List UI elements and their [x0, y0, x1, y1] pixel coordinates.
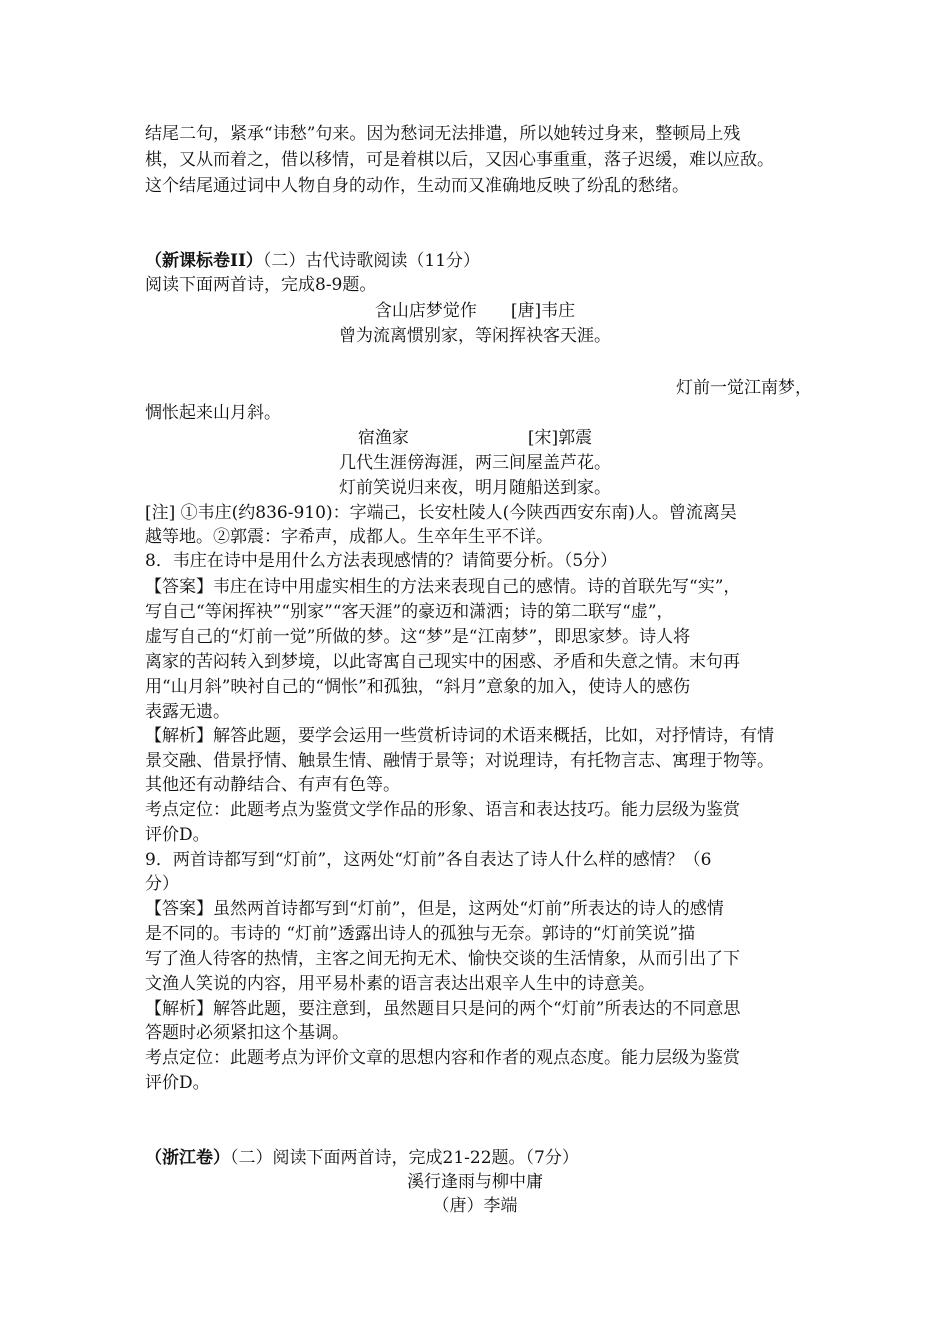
q9-answer-line: 是不同的。韦诗的 “灯前”透露出诗人的孤独与无奈。郭诗的“灯前笑说”描: [145, 924, 696, 944]
q9-point-line: 评价D。: [145, 1073, 210, 1093]
q9-analysis-line: 【解析】解答此题，要注意到，虽然题目只是问的两个“灯前”所表达的不同意思: [145, 999, 741, 1019]
q8-answer-line: 离家的苦闷转入到梦境，以此寄寓自己现实中的困惑、矛盾和失意之情。末句再: [145, 652, 740, 672]
q8-analysis-line: 其他还有动静结合、有声有色等。: [145, 775, 400, 795]
intro-line: 棋，又从而着之，借以移情，可是着棋以后，又因心事重重，落子迟缓，难以应敌。: [145, 150, 774, 170]
question-9: 9．两首诗都写到“灯前”，这两处“灯前”各自表达了诗人什么样的感情？（6: [145, 850, 712, 870]
poem1-line: 曾为流离惯别家，等闲挥袂客天涯。: [339, 326, 611, 346]
intro-line: 结尾二句，紧承“讳愁”句来。因为愁词无法排遣，所以她转过身来，整顿局上残: [145, 124, 741, 144]
section-ii-heading: （二）古代诗歌阅读（11分）: [262, 251, 481, 271]
section-ii-tag: （新课标卷II）: [145, 251, 263, 271]
section-ii-header: [145, 249, 480, 273]
question-9: 分）: [145, 874, 179, 894]
poem1-title: 含山店梦觉作 [唐]韦庄: [374, 301, 576, 321]
q8-point-line: 考点定位：此题考点为鉴赏文学作品的形象、语言和表达技巧。能力层级为鉴赏: [145, 800, 740, 820]
poem1-line: 灯前一觉江南梦，: [676, 378, 812, 398]
q9-answer-line: 写了渔人待客的热情，主客之间无拘无术、愉快交谈的生活情象，从而引出了下: [145, 949, 740, 969]
poem2-line: 几代生涯傍海涯，两三间屋盖芦花。: [339, 453, 611, 473]
section-zj-tag: （浙江卷）: [145, 1148, 230, 1168]
poem2-title: 宿渔家 [宋]郭震: [357, 428, 593, 448]
q8-answer-line: 【答案】韦庄在诗中用虚实相生的方法来表现自己的感情。诗的首联先写“实”，: [145, 577, 741, 597]
section-zj-header: [145, 1146, 579, 1170]
q8-answer-line: 虚写自己的“灯前一觉”所做的梦。这“梦”是“江南梦”，即思家梦。诗人将: [145, 627, 691, 647]
zj-poem-title: 溪行逢雨与柳中庸: [407, 1172, 543, 1192]
section-ii-instruction: 阅读下面两首诗，完成8-9题。: [145, 275, 377, 295]
q8-point-line: 评价D。: [145, 825, 210, 845]
q9-answer-line: 文渔人笑说的内容，用平易朴素的语言表达出艰辛人生中的诗意美。: [145, 974, 655, 994]
note-line: [注] ①韦庄(约836-910)：字端己，长安杜陵人(今陕西西安东南)人。曾流离吴: [145, 503, 737, 523]
q8-analysis-line: 景交融、借景抒情、触景生情、融情于景等；对说理诗，有托物言志、寓理于物等。: [145, 751, 774, 771]
poem1-line: 惆怅起来山月斜。: [145, 403, 281, 423]
q8-analysis-line: 【解析】解答此题，要学会运用一些赏析诗词的术语来概括，比如，对抒情诗，有情: [145, 726, 774, 746]
question-8: 8．韦庄在诗中是用什么方法表现感情的？请简要分析。（5分）: [145, 551, 618, 571]
poem2-line: 灯前笑说归来夜，明月随船送到家。: [339, 478, 611, 498]
zj-poem-author: （唐）李端: [432, 1196, 518, 1216]
q8-answer-line: 表露无遗。: [145, 702, 230, 722]
q9-analysis-line: 答题时必须紧扣这个基调。: [145, 1023, 349, 1043]
note-line: 越等地。②郭震：字希声，成都人。生卒年生平不详。: [145, 527, 553, 547]
q9-point-line: 考点定位：此题考点为评价文章的思想内容和作者的观点态度。能力层级为鉴赏: [145, 1048, 740, 1068]
section-zj-heading: （二）阅读下面两首诗，完成21-22题。（7分）: [230, 1148, 579, 1168]
q9-answer-line: 【答案】虽然两首诗都写到“灯前”，但是，这两处“灯前”所表达的诗人的感情: [145, 899, 724, 919]
q8-answer-line: 用“山月斜”映衬自己的“惆怅”和孤独，“斜月”意象的加入，使诗人的感伤: [145, 677, 691, 697]
intro-line: 这个结尾通过词中人物自身的动作，生动而又准确地反映了纷乱的愁绪。: [145, 176, 689, 196]
q8-answer-line: 写自己“等闲挥袂”“别家”“客天涯”的豪迈和潇洒；诗的第二联写“虚”，: [145, 602, 674, 622]
